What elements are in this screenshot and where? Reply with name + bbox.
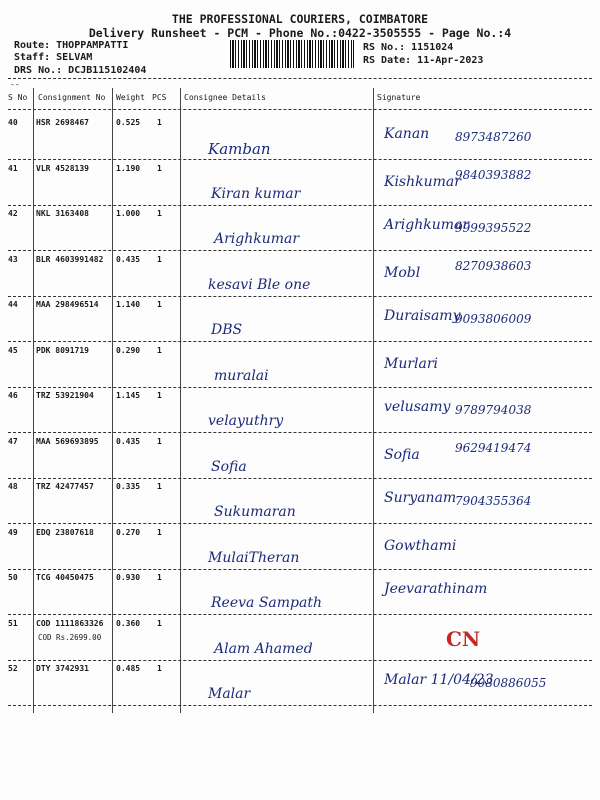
weight-value: 1.000 bbox=[116, 209, 141, 218]
weight-value: 1.145 bbox=[116, 391, 141, 400]
handwritten-phone: 9080886055 bbox=[470, 676, 547, 690]
serial-number: 43 bbox=[8, 254, 18, 264]
consignment-number: MAA 569693895 bbox=[36, 436, 99, 446]
row-divider bbox=[8, 205, 592, 206]
runsheet-row bbox=[0, 118, 600, 166]
pieces-count: 1 bbox=[157, 391, 162, 400]
consignment-number: BLR 4603991482 bbox=[36, 254, 104, 264]
row-divider bbox=[8, 660, 592, 661]
pieces-count: 1 bbox=[157, 345, 162, 355]
runsheet-row bbox=[0, 437, 600, 485]
runsheet-row bbox=[0, 664, 600, 712]
col-consignment: Consignment No bbox=[38, 93, 106, 102]
consignee-handwriting: Kiran kumar bbox=[211, 185, 301, 202]
serial-number: 52 bbox=[8, 664, 18, 673]
col-details: Consignee Details bbox=[184, 93, 266, 102]
serial-number: 45 bbox=[8, 345, 18, 355]
row-divider bbox=[8, 296, 592, 297]
pieces-count: 1 bbox=[157, 482, 162, 491]
signature-handwriting: Malar 11/04/23 bbox=[384, 672, 494, 688]
signature-handwriting: Gowthami bbox=[384, 537, 457, 554]
consignee-handwriting: muralai bbox=[214, 367, 269, 384]
row-divider bbox=[8, 478, 592, 479]
handwritten-phone: 8270938603 bbox=[455, 258, 532, 273]
consignment-number: COD 1111863326 bbox=[36, 618, 104, 628]
serial-number: 41 bbox=[8, 163, 18, 173]
serial-number: 46 bbox=[8, 391, 18, 400]
weight-value: 0.930 bbox=[116, 573, 141, 582]
serial-number: 47 bbox=[8, 436, 18, 446]
barcode bbox=[230, 40, 354, 68]
serial-number: 40 bbox=[8, 118, 18, 127]
handwritten-phone: 9093806009 bbox=[455, 312, 532, 326]
weight-value: 0.270 bbox=[116, 527, 141, 537]
consignee-handwriting: Sukumaran bbox=[214, 504, 296, 520]
consignee-handwriting: Kamban bbox=[208, 140, 271, 158]
serial-number: 48 bbox=[8, 482, 18, 491]
pieces-count: 1 bbox=[157, 300, 162, 309]
handwritten-phone: 9840393882 bbox=[455, 167, 532, 182]
consignee-handwriting: DBS bbox=[211, 322, 243, 338]
consignment-number: TRZ 42477457 bbox=[36, 482, 94, 491]
row-divider bbox=[8, 432, 592, 433]
row-divider bbox=[8, 523, 592, 524]
signature-handwriting: Sofia bbox=[384, 446, 420, 463]
pieces-count: 1 bbox=[157, 573, 162, 582]
consignment-number: EDQ 23807618 bbox=[36, 527, 94, 537]
consignee-handwriting: velayuthry bbox=[208, 413, 284, 429]
consignment-number: DTY 3742931 bbox=[36, 664, 89, 673]
weight-value: 1.140 bbox=[116, 300, 141, 309]
runsheet-row bbox=[0, 300, 600, 348]
signature-handwriting: Suryanam bbox=[384, 490, 457, 506]
runsheet-row bbox=[0, 482, 600, 530]
pieces-count: 1 bbox=[157, 664, 162, 673]
weight-value: 0.435 bbox=[116, 254, 141, 264]
serial-number: 51 bbox=[8, 618, 18, 628]
runsheet-row bbox=[0, 573, 600, 621]
pieces-count: 1 bbox=[157, 254, 162, 264]
serial-number: 42 bbox=[8, 209, 18, 218]
signature-handwriting: Jeevarathinam bbox=[384, 581, 488, 597]
runsheet-row bbox=[0, 346, 600, 394]
column-divider bbox=[8, 109, 592, 110]
runsheet-subtitle: Delivery Runsheet - PCM - Phone No.:0422-3505555 - Page No.:4 bbox=[88, 26, 512, 40]
consignment-number: VLR 4528139 bbox=[36, 163, 89, 173]
handwritten-phone: 9629419474 bbox=[455, 440, 532, 455]
weight-value: 0.290 bbox=[116, 345, 141, 355]
weight-value: 0.435 bbox=[116, 436, 141, 446]
consignee-handwriting: MulaiTheran bbox=[208, 549, 300, 566]
signature-handwriting: Mobl bbox=[384, 264, 421, 281]
serial-number: 50 bbox=[8, 573, 18, 582]
runsheet-row bbox=[0, 528, 600, 576]
runsheet-row bbox=[0, 164, 600, 212]
row-divider bbox=[8, 387, 592, 388]
pieces-count: 1 bbox=[157, 527, 162, 537]
serial-number: 44 bbox=[8, 300, 18, 309]
consignee-handwriting: Malar bbox=[208, 686, 251, 702]
rs-date: RS Date: 11-Apr-2023 bbox=[363, 55, 484, 66]
consignment-number: MAA 298496514 bbox=[36, 300, 99, 309]
row-divider bbox=[8, 614, 592, 615]
handwritten-phone: 7904355364 bbox=[455, 494, 532, 508]
runsheet-row bbox=[0, 619, 600, 667]
pieces-count: 1 bbox=[157, 436, 162, 446]
row-divider bbox=[8, 569, 592, 570]
weight-value: 1.190 bbox=[116, 163, 141, 173]
consignment-number: NKL 3163408 bbox=[36, 209, 89, 218]
signature-handwriting: Arighkumar bbox=[384, 217, 470, 233]
signature-handwriting: velusamy bbox=[384, 399, 451, 415]
handwritten-phone: 9999395522 bbox=[455, 221, 532, 235]
col-signature: Signature bbox=[377, 93, 421, 102]
consignment-number: TRZ 53921904 bbox=[36, 391, 94, 400]
weight-value: 0.335 bbox=[116, 482, 141, 491]
col-sno: S No bbox=[8, 93, 28, 102]
consignee-handwriting: Reeva Sampath bbox=[211, 595, 322, 611]
runsheet-row bbox=[0, 255, 600, 303]
consignee-handwriting: kesavi Ble one bbox=[208, 276, 311, 293]
pieces-count: 1 bbox=[157, 163, 162, 173]
staff-label: Staff: SELVAM bbox=[14, 52, 93, 63]
drs-number: DRS No.: DCJB115102404 bbox=[14, 65, 147, 76]
signature-handwriting: Kishkumar bbox=[384, 173, 461, 190]
consignment-number: HSR 2698467 bbox=[36, 118, 89, 127]
serial-number: 49 bbox=[8, 527, 18, 537]
consignee-handwriting: Sofia bbox=[211, 458, 247, 475]
dash-mark: -- bbox=[10, 80, 20, 89]
rs-number: RS No.: 1151024 bbox=[363, 42, 454, 53]
consignee-handwriting: Alam Ahamed bbox=[214, 640, 313, 657]
company-title: THE PROFESSIONAL COURIERS, COIMBATORE bbox=[171, 12, 429, 26]
weight-value: 0.525 bbox=[116, 118, 141, 127]
pieces-count: 1 bbox=[157, 118, 162, 127]
pieces-count: 1 bbox=[157, 209, 162, 218]
consignment-number: TCG 40450475 bbox=[36, 573, 94, 582]
row-divider bbox=[8, 705, 592, 706]
cod-amount: COD Rs.2699.00 bbox=[38, 632, 102, 642]
row-divider bbox=[8, 159, 592, 160]
signature-handwriting: Duraisamy bbox=[384, 308, 461, 324]
consignment-number: PDK 8091719 bbox=[36, 345, 89, 355]
row-divider bbox=[8, 341, 592, 342]
row-divider bbox=[8, 250, 592, 251]
route-label: Route: THOPPAMPATTI bbox=[14, 40, 129, 51]
pieces-count: 1 bbox=[157, 618, 162, 628]
col-pcs: PCS bbox=[152, 93, 167, 102]
header-divider bbox=[8, 78, 592, 79]
weight-value: 0.360 bbox=[116, 618, 141, 628]
handwritten-phone: 8973487260 bbox=[455, 130, 532, 144]
col-weight: Weight bbox=[116, 93, 145, 102]
signature-stamp: CN bbox=[446, 626, 481, 651]
runsheet-row bbox=[0, 391, 600, 439]
signature-handwriting: Murlari bbox=[384, 355, 439, 372]
consignee-handwriting: Arighkumar bbox=[214, 231, 300, 247]
weight-value: 0.485 bbox=[116, 664, 141, 673]
runsheet-row bbox=[0, 209, 600, 257]
signature-handwriting: Kanan bbox=[384, 126, 430, 142]
handwritten-phone: 9789794038 bbox=[455, 403, 532, 417]
